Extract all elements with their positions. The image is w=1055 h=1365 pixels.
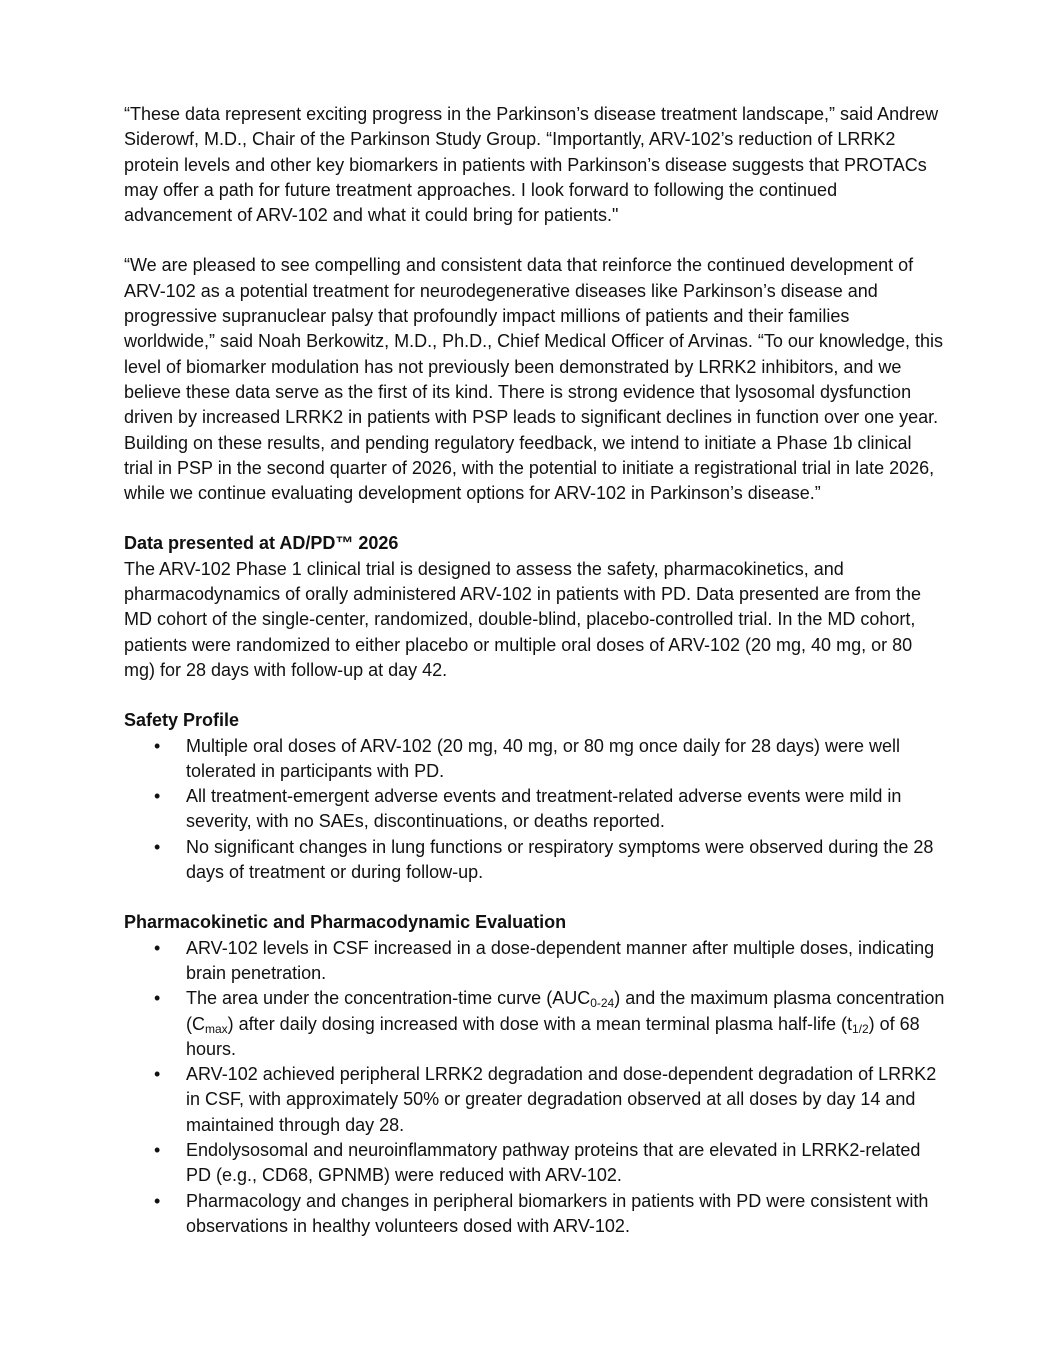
list-item: • The area under the concentration-time curve $(AUC_{0-24})$ and the maximum plasma concentration $(C_{max})$ after daily dosing increased with dose with a mean terminal plasma half-life $(t_{1/2})$ of 68 hours.: [154, 988, 945, 1059]
list-item: • ARV-102 levels in CSF increased in a dose-dependent manner after multiple doses, indicating brain penetration.: [154, 937, 935, 983]
cmax-subscript: max: [205, 1021, 228, 1036]
data-presented-body: The ARV-102 Phase 1 clinical trial is designed to assess the safety, pharmacokinetics, and pharmacodynamics of orally administered ARV-102 in patients with PD. Data presented are from the MD cohort of the single-center, randomized, double-blind, placebo-controlled trial. In the MD cohort, patients were randomized to either placebo or multiple oral doses of ARV-102 (20 mg, 40 mg, or 80 mg) for 28 days with follow-up at day 42.: [124, 558, 922, 680]
bullet-icon: •: [154, 786, 161, 807]
data-presented-section: [124, 531, 945, 683]
safety-heading: Safety Profile: [124, 710, 240, 731]
pkpd-section: [124, 910, 945, 1239]
list-item: • All treatment-emergent adverse events and treatment-related adverse events were mild in severity, with no SAEs, discontinuations, or deaths reported.: [154, 786, 902, 832]
list-item: • ARV-102 achieved peripheral LRRK2 degradation and dose-dependent degradation of LRRK2 in CSF, with approximately 50% or greater degradation observed at all doses by day 14 and maintained through day 28.: [154, 1064, 937, 1135]
bullet-icon: •: [154, 735, 161, 756]
data-presented-heading: Data presented at AD/PD™ 2026: [124, 533, 399, 554]
list-item: • Endolysosomal and neuroinflammatory pathway proteins that are elevated in LRRK2-related PD (e.g., CD68, GPNMB) were reduced with ARV-102.: [154, 1139, 921, 1186]
bullet-icon: •: [154, 937, 161, 958]
bullet-icon: •: [154, 836, 161, 857]
pkpd-list: [124, 936, 945, 1240]
safety-section: [124, 708, 945, 885]
auc-subscript: 0-24: [590, 996, 615, 1011]
pkpd-heading: Pharmacokinetic and Pharmacodynamic Evaluation: [124, 912, 567, 933]
half-life-subscript: 1/2: [851, 1021, 869, 1036]
bullet-icon: •: [154, 988, 161, 1009]
list-item: • Pharmacology and changes in peripheral biomarkers in patients with PD were consistent with observations in healthy volunteers dosed with ARV-102.: [154, 1190, 929, 1236]
list-item: • No significant changes in lung functions or respiratory symptoms were observed during the 28 days of treatment or during follow-up.: [154, 836, 934, 883]
bullet-icon: •: [154, 1064, 161, 1085]
quote-berkowitz: “We are pleased to see compelling and consistent data that reinforce the continued development of ARV-102 as a potential treatment for neurodegenerative diseases like Parkinson’s disease and progressive supranuclear palsy that profoundly impact millions of patients and their families worldwide,” said Noah Berkowitz, M.D., Ph.D., Chief Medical Officer of Arvinas. “To our knowledge, this level of biomarker modulation has not previously been demonstrated by LRRK2 inhibitors, and we believe these data serve as the first of its kind. There is strong evidence that lysosomal dysfunction driven by increased LRRK2 in patients with PSP leads to significant declines in function over one year. Building on these results, and pending regulatory feedback, we intend to initiate a Phase 1b clinical trial in PSP in the second quarter of 2026, with the potential to initiate a registrational trial in late 2026, while we continue evaluating development options for ARV-102 in Parkinson’s disease.”: [124, 255, 943, 504]
list-item: • Multiple oral doses of ARV-102 (20 mg, 40 mg, or 80 mg once daily for 28 days) were well tolerated in participants with PD.: [154, 735, 901, 781]
bullet-icon: •: [154, 1190, 161, 1211]
safety-list: [124, 734, 945, 886]
quote-siderowf: “These data represent exciting progress in the Parkinson’s disease treatment landscape,” said Andrew Siderowf, M.D., Chair of the Parkinson Study Group. “Importantly, ARV-102’s reduction of LRRK2 protein levels and other key biomarkers in patients with Parkinson’s disease suggests that PROTACs may offer a path for future treatment approaches. I look forward to following the continued advancement of ARV-102 and what it could bring for patients.": [124, 104, 939, 226]
bullet-icon: •: [154, 1139, 161, 1160]
